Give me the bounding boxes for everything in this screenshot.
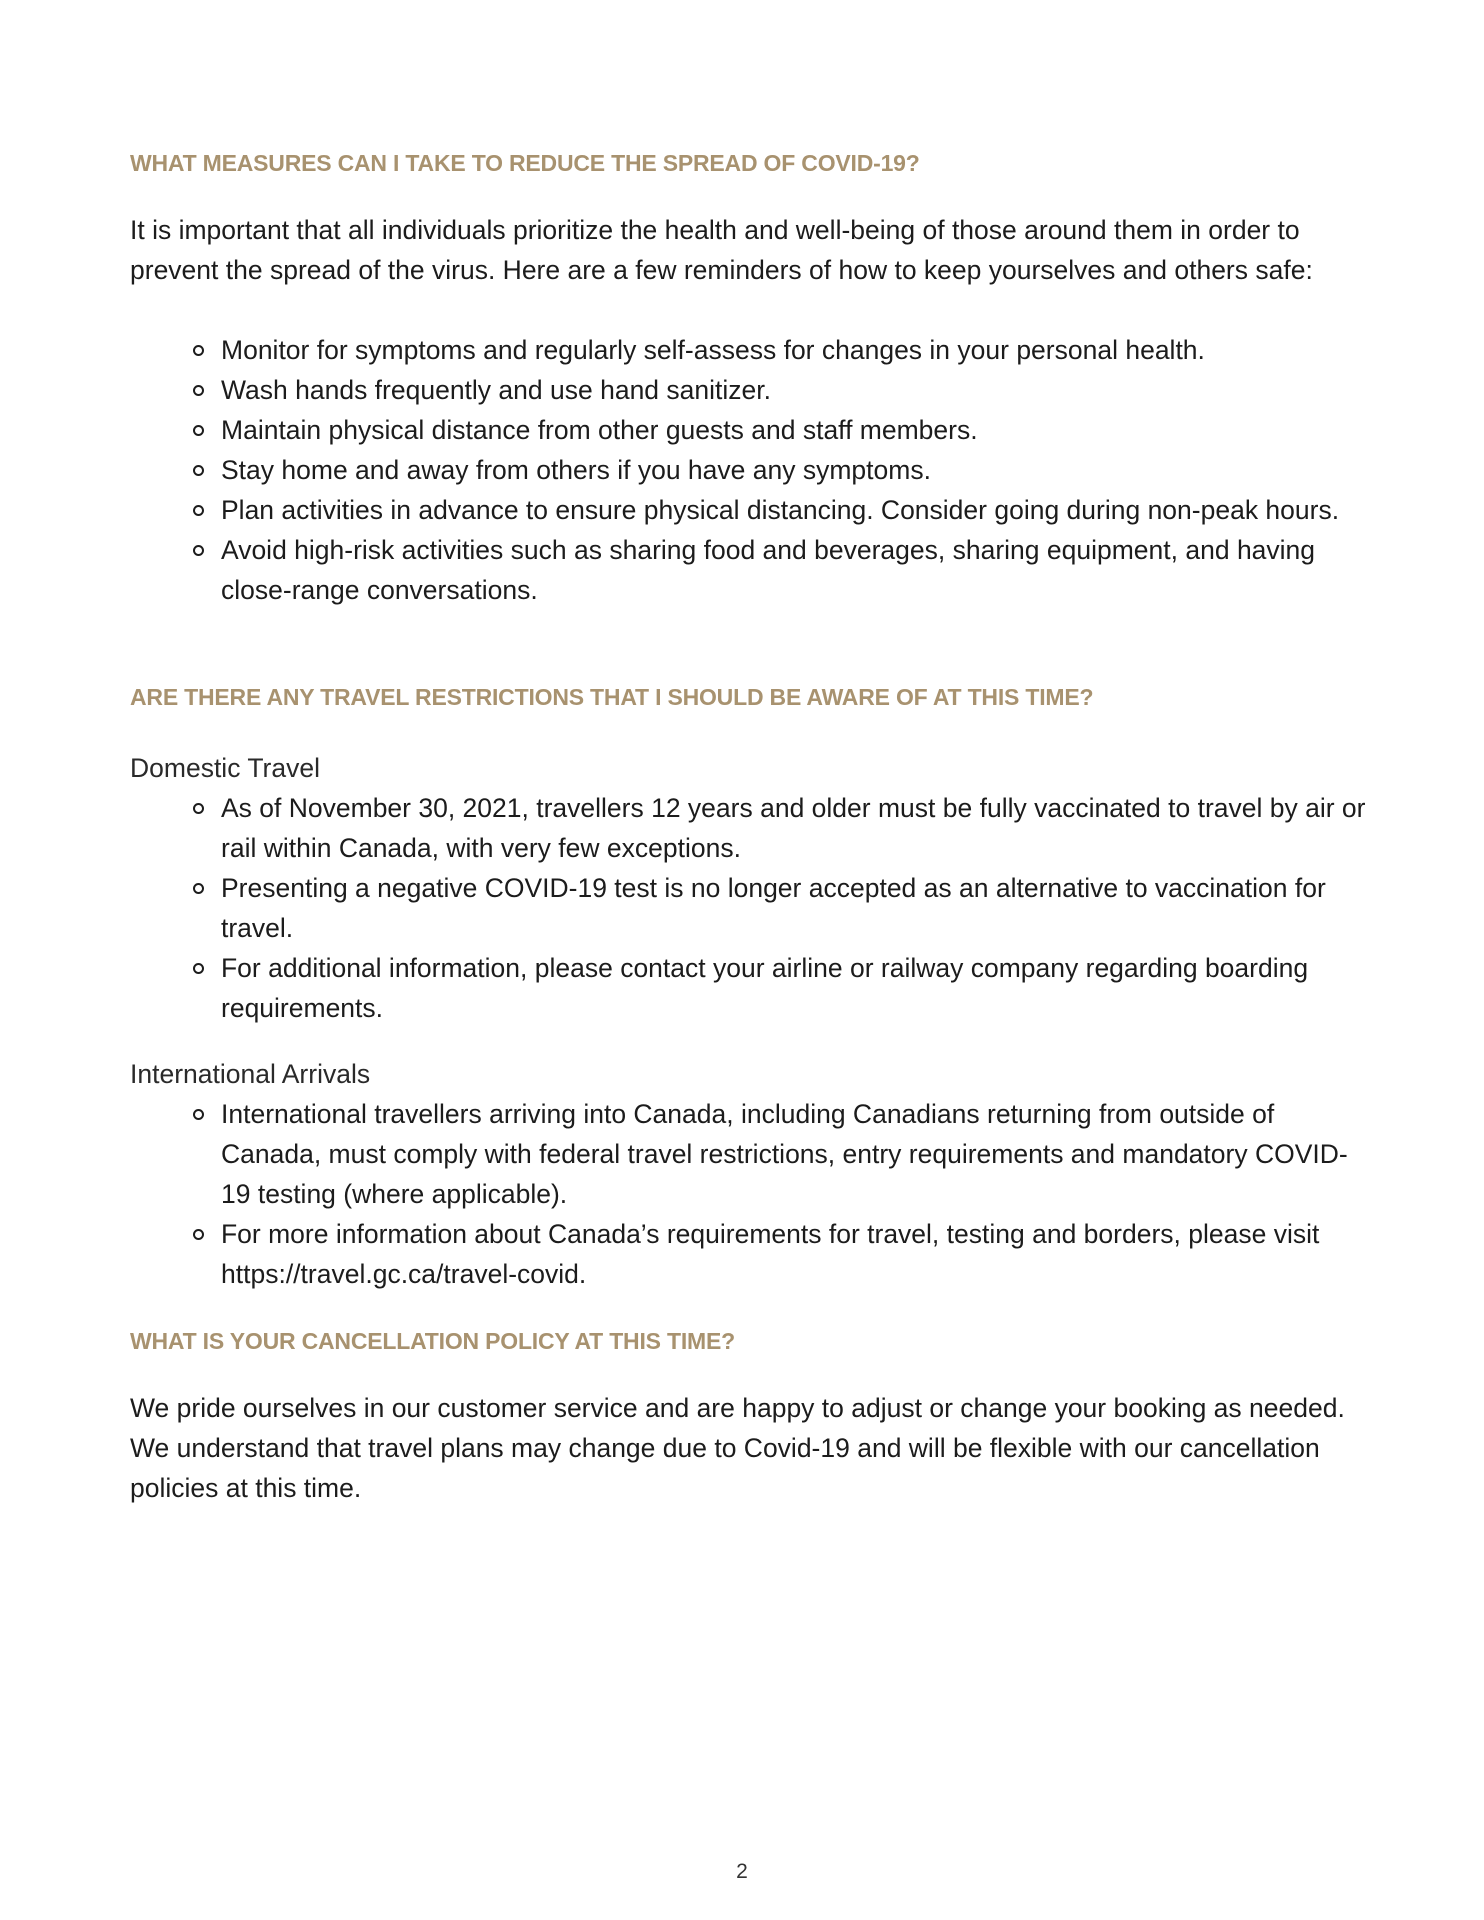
intro-paragraph: It is important that all individuals prioritize the health and well-being of those around them in order to prevent the spread of the virus. Here are a few reminders of how to keep yourselves and others safe: [130,215,1313,285]
hollow-circle-bullet-icon [193,1229,204,1240]
list-item: For more information about Canada’s requirements for travel, testing and borders, please visit https://travel.gc.ca/travel-covid. [190,1214,1370,1294]
heading-cancellation-policy: WHAT IS YOUR CANCELLATION POLICY AT THIS TIME? [130,1328,735,1354]
subheading-international-arrivals: International Arrivals [130,1059,371,1089]
hollow-circle-bullet-icon [193,545,204,556]
international-arrivals-list [190,1094,1370,1294]
list-item: Avoid high-risk activities such as sharing food and beverages, sharing equipment, and having close-range conversations. [190,530,1370,610]
hollow-circle-bullet-icon [193,883,204,894]
hollow-circle-bullet-icon [193,385,204,396]
hollow-circle-bullet-icon [193,803,204,814]
list-item: Wash hands frequently and use hand sanitizer. [190,370,1370,410]
cancellation-paragraph: We pride ourselves in our customer service and are happy to adjust or change your booking as needed. We understand that travel plans may change due to Covid-19 and will be flexible with our cancellation policies at this time. [130,1393,1345,1503]
hollow-circle-bullet-icon [193,425,204,436]
list-item: Stay home and away from others if you have any symptoms. [190,450,1370,490]
list-item: Monitor for symptoms and regularly self-assess for changes in your personal health. [190,330,1370,370]
heading-reduce-spread: WHAT MEASURES CAN I TAKE TO REDUCE THE SPREAD OF COVID-19? [130,150,920,176]
subheading-domestic-travel: Domestic Travel [130,753,320,783]
list-item: Plan activities in advance to ensure physical distancing. Consider going during non-peak hours. [190,490,1370,530]
hollow-circle-bullet-icon [193,345,204,356]
measures-list [190,330,1370,610]
list-item: Presenting a negative COVID-19 test is no longer accepted as an alternative to vaccination for travel. [190,868,1370,948]
list-item: As of November 30, 2021, travellers 12 years and older must be fully vaccinated to travel by air or rail within Canada, with very few exceptions. [190,788,1370,868]
domestic-travel-list [190,788,1370,1028]
list-item: International travellers arriving into Canada, including Canadians returning from outside of Canada, must comply with federal travel restrictions, entry requirements and mandatory COVID-19 testing (where applicable). [190,1094,1370,1214]
heading-travel-restrictions: ARE THERE ANY TRAVEL RESTRICTIONS THAT I SHOULD BE AWARE OF AT THIS TIME? [130,684,1094,710]
hollow-circle-bullet-icon [193,1109,204,1120]
hollow-circle-bullet-icon [193,505,204,516]
list-item: For additional information, please contact your airline or railway company regarding boarding requirements. [190,948,1370,1028]
list-item: Maintain physical distance from other guests and staff members. [190,410,1370,450]
hollow-circle-bullet-icon [193,963,204,974]
hollow-circle-bullet-icon [193,465,204,476]
page-number: 2 [736,1860,748,1883]
